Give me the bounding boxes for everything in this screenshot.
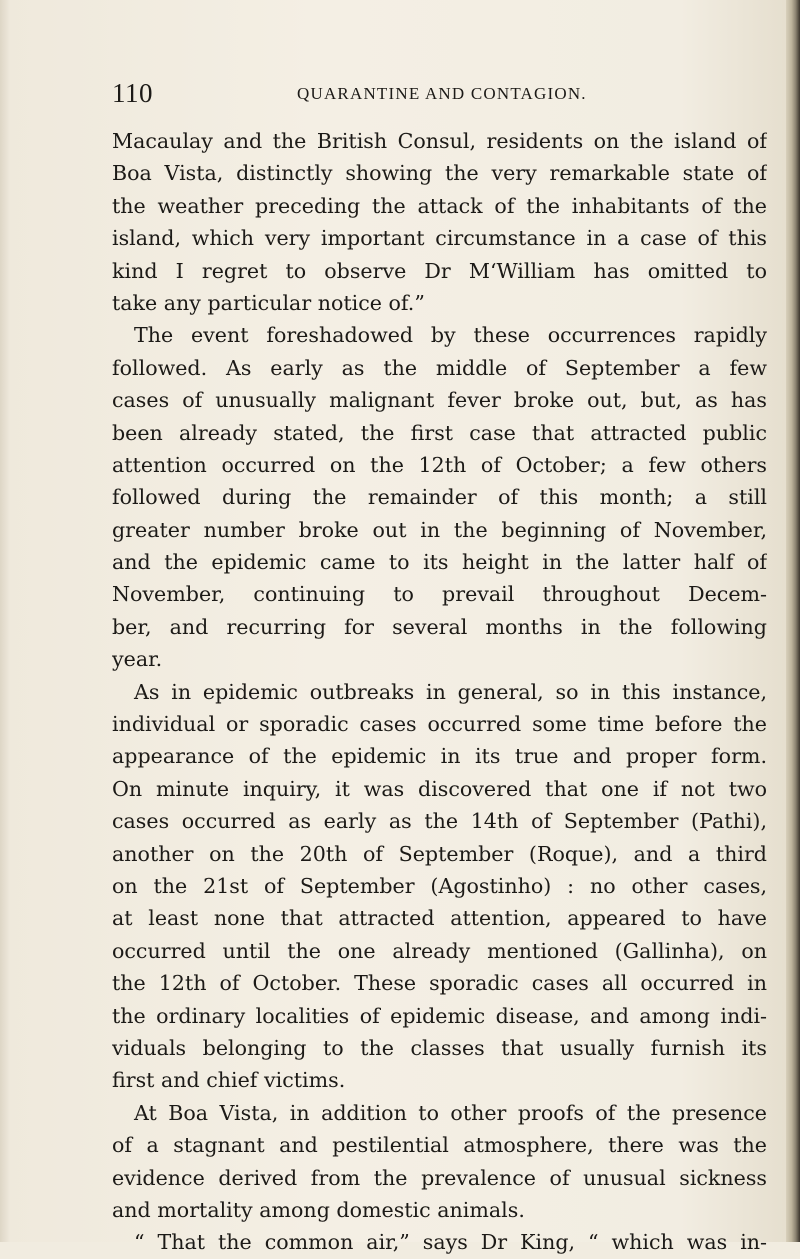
body-text	[112, 125, 767, 1259]
text-line: viduals belonging to the classes that usually furnish its	[112, 1035, 767, 1060]
text-line: cases of unusually malignant fever broke out, but, as has	[112, 388, 767, 413]
text-line: appearance of the epidemic in its true and proper form.	[112, 744, 767, 769]
text-line: November, continuing to prevail throughout Decem-	[112, 582, 767, 607]
text-line: followed. As early as the middle of September a few	[112, 355, 767, 380]
text-line: evidence derived from the prevalence of unusual sickness	[112, 1165, 767, 1190]
page-header	[112, 78, 752, 112]
text-line: As in epidemic outbreaks in general, so in this instance,	[134, 679, 767, 704]
text-line: kind I regret to observe Dr M‘William has omitted to	[112, 258, 767, 283]
text-line: the ordinary localities of epidemic disease, and among indi-	[112, 1003, 767, 1028]
text-line: at least none that attracted attention, appeared to have	[112, 906, 767, 931]
text-line: The event foreshadowed by these occurrences rapidly	[134, 323, 767, 348]
text-line: cases occurred as early as the 14th of September (Pathi),	[112, 809, 767, 834]
text-line: On minute inquiry, it was discovered that one if not two	[112, 776, 767, 801]
text-line: occurred until the one already mentioned (Gallinha), on	[112, 938, 767, 963]
text-line: been already stated, the first case that attracted public	[112, 420, 767, 445]
text-line: attention occurred on the 12th of October; a few others	[112, 452, 767, 477]
text-line: greater number broke out in the beginning of November,	[112, 517, 767, 542]
page-number: 110	[112, 78, 153, 108]
text-line: take any particular notice of.”	[112, 290, 425, 315]
text-line: island, which very important circumstance in a case of this	[112, 226, 767, 251]
text-line: “ That the common air,” says Dr King, “ which was in-	[134, 1230, 767, 1255]
text-line: At Boa Vista, in addition to other proofs of the presence	[134, 1100, 767, 1125]
text-line: Macaulay and the British Consul, residents on the island of	[112, 129, 767, 153]
text-line: Boa Vista, distinctly showing the very remarkable state of	[112, 161, 767, 186]
page-gutter-shadow	[0, 0, 10, 1242]
text-line: and mortality among domestic animals.	[112, 1197, 525, 1222]
text-line: individual or sporadic cases occurred some time before the	[112, 712, 767, 737]
running-title: QUARANTINE AND CONTAGION.	[297, 84, 587, 103]
text-line: and the epidemic came to its height in the latter half of	[112, 550, 767, 575]
text-line: first and chief victims.	[112, 1068, 346, 1093]
text-line: another on the 20th of September (Roque), and a third	[112, 841, 767, 866]
text-line: the weather preceding the attack of the inhabitants of the	[112, 193, 767, 218]
text-line: of a stagnant and pestilential atmosphere, there was the	[112, 1133, 767, 1158]
text-line: year.	[112, 647, 163, 672]
text-line: on the 21st of September (Agostinho) : no other cases,	[112, 873, 767, 898]
text-line: the 12th of October. These sporadic cases all occurred in	[112, 971, 767, 996]
page-edge-shadow	[786, 0, 800, 1242]
text-line: followed during the remainder of this month; a still	[112, 485, 767, 510]
text-line: ber, and recurring for several months in the following	[112, 614, 767, 639]
